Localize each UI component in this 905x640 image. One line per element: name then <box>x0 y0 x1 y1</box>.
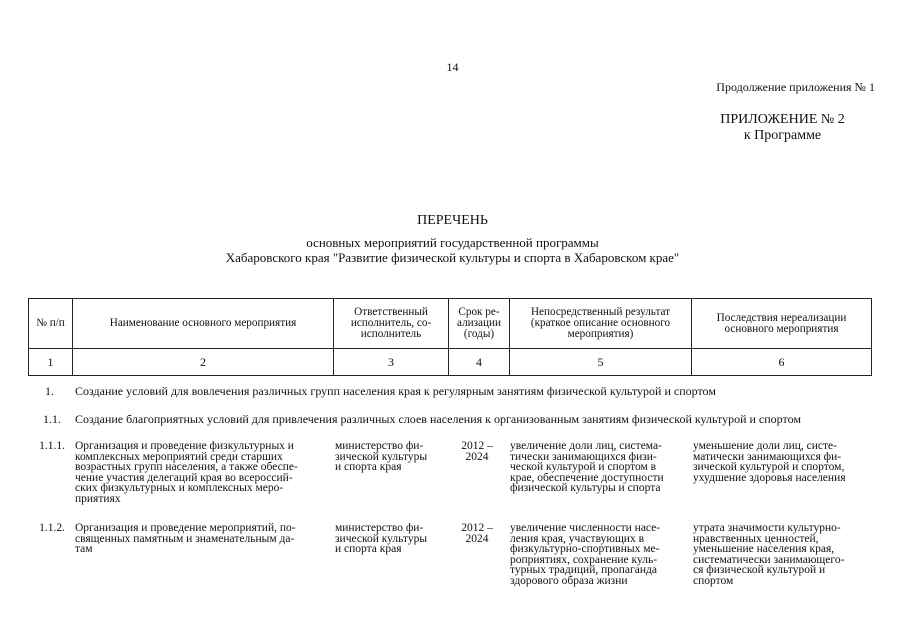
direct-result <box>510 523 686 586</box>
period <box>450 523 504 544</box>
column-number: 3 <box>334 349 449 376</box>
period-line: 2012 – <box>461 522 493 534</box>
column-number: 2 <box>73 349 334 376</box>
continuation-note: Продолжение приложения № 1 <box>716 80 875 94</box>
appendix-line-2: к Программе <box>743 128 822 143</box>
measures-table-header <box>28 298 872 376</box>
header-col-6-line: Последствия нереализации <box>716 311 847 324</box>
header-col-4-line: ализации <box>457 317 501 329</box>
subtitle-line-1: основных мероприятий государственной программы <box>306 235 599 250</box>
column-number: 4 <box>449 349 510 376</box>
measure-name <box>75 441 327 504</box>
measure-name-line: чение участия делегаций края во всероссий- <box>75 471 293 484</box>
section-title: Создание благоприятных условий для привлечения различных слоев населения к организованным занятиям физической культурой и спортом <box>75 412 801 426</box>
result-line: ления края, участвующих в <box>510 532 645 545</box>
section-number: 1. <box>45 384 54 398</box>
row-number: 1.1.2. <box>39 522 65 534</box>
header-col-4 <box>449 299 510 349</box>
consequence-line: уменьшение населения края, <box>693 543 835 555</box>
consequence-line: нравственных ценностей, <box>693 532 819 545</box>
period-line: 2024 <box>465 532 489 545</box>
executor-line: министерство фи- <box>335 440 424 452</box>
direct-result <box>510 441 686 494</box>
row-number: 1.1.1. <box>39 440 65 452</box>
document-title: ПЕРЕЧЕНЬ <box>417 213 488 228</box>
measure-name-line: там <box>75 543 93 555</box>
period <box>450 441 504 462</box>
measure-name-line: ских физкультурных и комплексных меро- <box>75 482 284 494</box>
measure-name-line: Организация и проведение мероприятий, по- <box>75 522 296 534</box>
header-col-3 <box>334 299 449 349</box>
measure-name-line: комплексных мероприятий среди старших <box>75 450 283 463</box>
consequence-line: утрата значимости культурно- <box>693 522 841 534</box>
result-line: увеличение доли лиц, система- <box>510 440 662 452</box>
non-implementation-consequence <box>693 441 873 483</box>
header-col-1 <box>29 299 73 349</box>
header-col-6 <box>692 299 872 349</box>
executor-line: и спорта края <box>335 543 402 555</box>
page-number: 14 <box>446 60 459 74</box>
header-col-3-line: Ответственный <box>354 306 428 318</box>
consequence-line: систематически занимающего- <box>693 553 845 566</box>
measure-name <box>75 523 327 555</box>
header-col-2 <box>73 299 334 349</box>
consequence-line: ся физической культурой и <box>693 564 826 576</box>
header-col-2-line: Наименование основного мероприятия <box>109 317 297 329</box>
document-subtitle <box>0 235 905 265</box>
section-title: Создание условий для вовлечения различных групп населения края к регулярным занятиям физической культурой и спортом <box>75 384 716 398</box>
measure-name-line: священных памятным и знаменательным да- <box>75 532 295 545</box>
consequence-line: уменьшение доли лиц, систе- <box>693 440 837 452</box>
period-line: 2024 <box>465 450 489 463</box>
executor-line: министерство фи- <box>335 522 424 534</box>
column-number: 5 <box>510 349 692 376</box>
period-line: 2012 – <box>461 440 493 452</box>
header-col-1-line: № п/п <box>36 317 65 329</box>
measure-name-line: Организация и проведение физкультурных и <box>75 440 294 452</box>
executor-line: и спорта края <box>335 461 402 473</box>
header-col-4-line: (годы) <box>463 328 495 340</box>
appendix-heading <box>690 112 875 144</box>
consequence-line: матически занимающихся фи- <box>693 450 842 463</box>
measure-name-line: возрастных групп населения, а также обеспе- <box>75 461 298 473</box>
column-number: 1 <box>29 349 73 376</box>
header-col-5 <box>510 299 692 349</box>
non-implementation-consequence <box>693 523 873 586</box>
consequence-line: зической культурой и спортом, <box>693 461 845 473</box>
result-line: роприятиях, сохранение куль- <box>510 553 658 566</box>
header-col-6-line: основного мероприятия <box>724 322 839 335</box>
measure-name-line: приятиях <box>75 492 121 505</box>
section-number: 1.1. <box>43 412 61 426</box>
executor <box>335 523 447 555</box>
column-number: 6 <box>692 349 872 376</box>
executor <box>335 441 447 473</box>
subtitle-line-2: Хабаровского края "Развитие физической культуры и спорта в Хабаровском крае" <box>225 250 680 265</box>
executor-line: зической культуры <box>335 532 428 545</box>
appendix-line-1: ПРИЛОЖЕНИЕ № 2 <box>720 112 845 127</box>
result-line: крае, обеспечение доступности <box>510 471 664 484</box>
result-line: тически занимающихся физи- <box>510 450 657 463</box>
result-line: ческой культурой и спортом в <box>510 461 657 473</box>
header-col-3-line: исполнитель, со- <box>350 317 432 329</box>
header-col-4-line: Срок ре- <box>458 306 500 318</box>
result-line: здорового образа жизни <box>510 574 628 587</box>
result-line: физкультурно-спортивных ме- <box>510 543 660 555</box>
result-line: турных традиций, пропаганда <box>510 564 657 576</box>
consequence-line: спортом <box>693 574 734 587</box>
header-col-5-line: (краткое описание основного <box>530 317 671 329</box>
executor-line: зической культуры <box>335 450 428 463</box>
result-line: физической культуры и спорта <box>510 482 661 494</box>
header-col-3-line: исполнитель <box>360 328 422 340</box>
header-col-5-line: мероприятия) <box>567 328 634 340</box>
result-line: увеличение численности насе- <box>510 522 661 534</box>
consequence-line: ухудшение здоровья населения <box>693 471 846 484</box>
header-col-5-line: Непосредственный результат <box>530 306 671 318</box>
